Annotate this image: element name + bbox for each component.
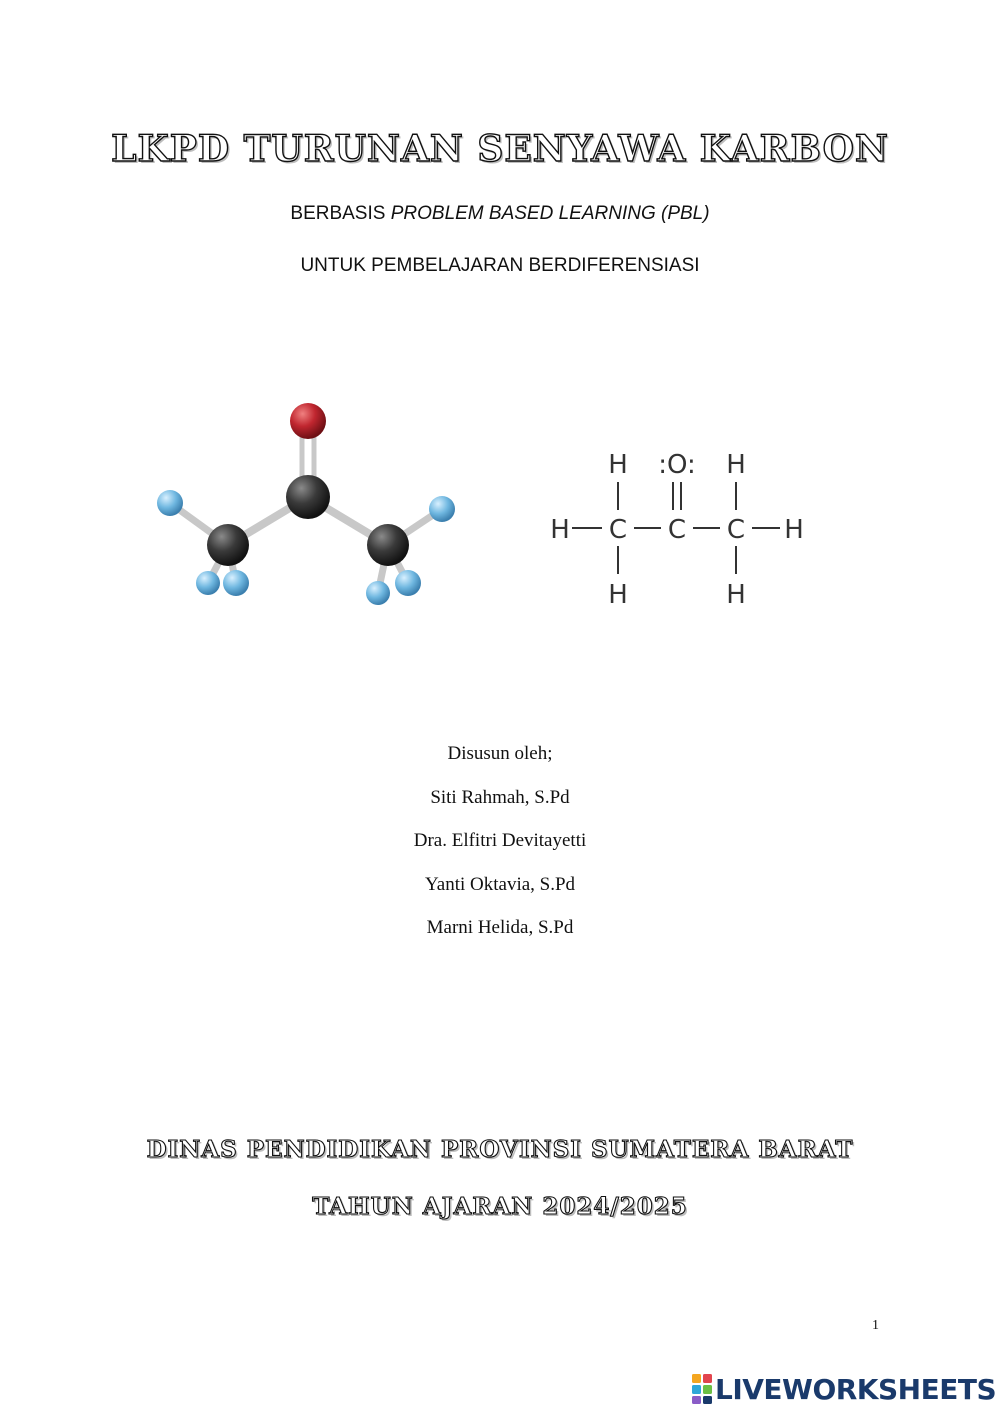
hydrogen-label: H <box>726 580 746 610</box>
carbon-label: C <box>726 515 746 545</box>
hydrogen-label: H <box>550 515 570 545</box>
subtitle-purpose: UNTUK PEMBELAJARAN BERDIFERENSIASI <box>300 255 700 276</box>
carbon-atom <box>207 524 249 566</box>
hydrogen-label: H <box>608 450 628 480</box>
page-number: 1 <box>872 1318 879 1333</box>
academic-year: TAHUN AJARAN 2024/2025 <box>312 1193 688 1220</box>
hydrogen-atom <box>196 571 220 595</box>
hydrogen-label: H <box>608 580 628 610</box>
acetone-ball-stick-model <box>150 395 465 615</box>
hydrogen-label: H <box>726 450 746 480</box>
institution-name: DINAS PENDIDIKAN PROVINSI SUMATERA BARAT <box>146 1136 854 1163</box>
hydrogen-atom <box>366 581 390 605</box>
author-name: Siti Rahmah, S.Pd <box>430 786 570 808</box>
oxygen-atom <box>290 403 326 439</box>
hydrogen-label: H <box>784 515 804 545</box>
subtitle-prefix: BERBASIS <box>290 203 391 224</box>
hydrogen-atom <box>157 490 183 516</box>
carbon-label: C <box>667 515 687 545</box>
liveworksheets-wordmark: LIVEWORKSHEETS <box>715 1372 997 1406</box>
hydrogen-atom <box>395 570 421 596</box>
oxygen-label: :O: <box>658 450 696 480</box>
author-name: Yanti Oktavia, S.Pd <box>424 873 576 895</box>
carbon-atom <box>286 475 330 519</box>
document-title: LKPD TURUNAN SENYAWA KARBON <box>111 128 889 170</box>
carbon-atom <box>367 524 409 566</box>
author-name: Marni Helida, S.Pd <box>426 917 574 938</box>
authors-block <box>0 742 1000 960</box>
author-name: Dra. Elfitri Devitayetti <box>413 830 587 851</box>
subtitle-method <box>0 203 1000 225</box>
subtitle-emphasis: PROBLEM BASED LEARNING (PBL) <box>390 203 710 224</box>
authors-heading: Disusun oleh; <box>447 743 553 764</box>
hydrogen-atom <box>223 570 249 596</box>
carbon-label: C <box>608 515 628 545</box>
acetone-structural-formula <box>540 440 820 615</box>
liveworksheets-logo[interactable] <box>692 1371 996 1407</box>
liveworksheets-icon <box>692 1374 712 1404</box>
hydrogen-atom <box>429 496 455 522</box>
